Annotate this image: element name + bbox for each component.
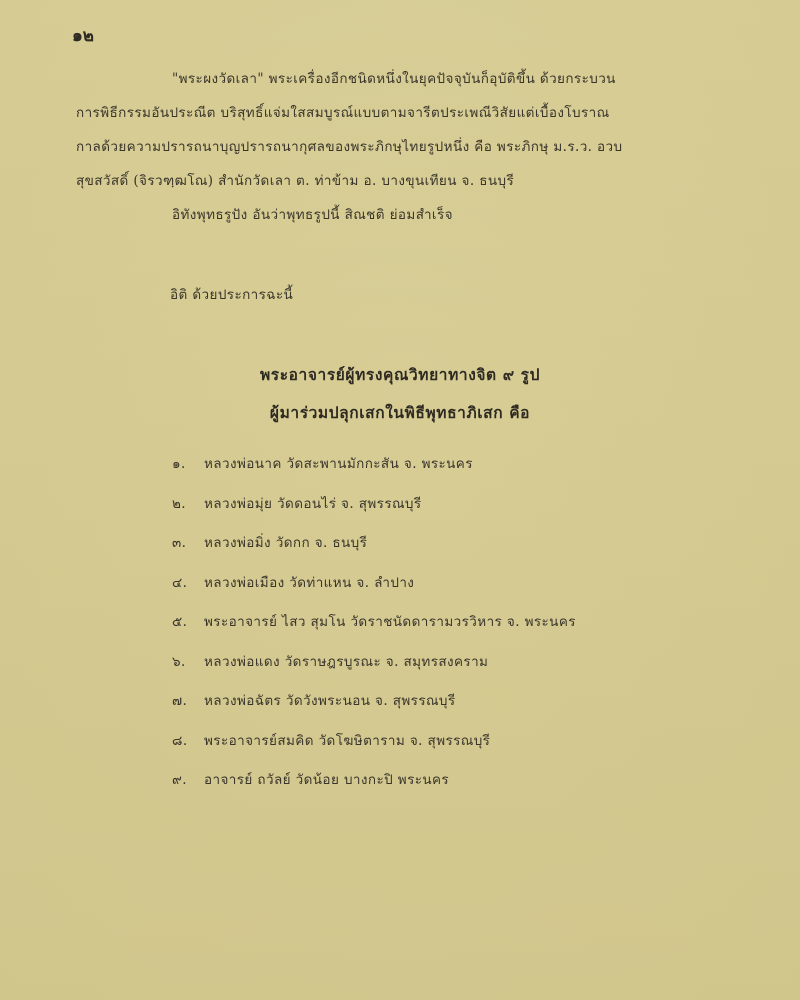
- paragraph-line: อิทังพุทธรูปัง อันว่าพุทธรูปนี้ สิณชติ ย่อมสำเร็จ: [172, 207, 453, 223]
- list-item-text: อาจารย์ ถวัลย์ วัดน้อย บางกะปิ พระนคร: [204, 772, 450, 788]
- paragraph-line: การพิธีกรรมอันประณีต บริสุทธิ์แจ่มใสสมบูรณ์แบบตามจารีตประเพณีวิสัยแต่เบื้องโบราณ: [76, 105, 610, 121]
- list-item: [172, 729, 732, 769]
- list-item: [172, 452, 732, 492]
- list-item: [172, 650, 732, 690]
- page-number: ๑๒: [72, 26, 94, 46]
- list-item-number: ๕.: [172, 614, 188, 630]
- list-item-text: หลวงพ่อมิ่ง วัดกก จ. ธนบุรี: [204, 535, 368, 551]
- master-list: [172, 452, 732, 808]
- list-item-text: หลวงพ่อเมือง วัดท่าแหน จ. ลำปาง: [204, 574, 415, 591]
- list-item-number: ๑.: [172, 456, 186, 472]
- list-item-number: ๗.: [172, 693, 188, 709]
- list-item-number: ๘.: [172, 732, 188, 749]
- list-item-text: พระอาจารย์สมคิด วัดโฆษิตาราม จ. สุพรรณบุรี: [204, 732, 491, 749]
- list-item-text: หลวงพ่อแดง วัดราษฎรบูรณะ จ. สมุทรสงคราม: [204, 653, 489, 670]
- closing-line: อิติ ด้วยประการฉะนี้: [170, 287, 294, 303]
- list-item-number: ๖.: [172, 653, 186, 670]
- list-item: [172, 492, 732, 532]
- list-item-number: ๓.: [172, 535, 187, 551]
- list-item: [172, 531, 732, 571]
- list-item: [172, 610, 732, 650]
- list-item-text: หลวงพ่อฉัตร วัดวังพระนอน จ. สุพรรณบุรี: [204, 693, 456, 709]
- body-paragraph: [76, 62, 746, 232]
- list-item-text: พระอาจารย์ ไสว สุมโน วัดราชนัดดารามวรวิหาร จ. พระนคร: [204, 614, 576, 630]
- paragraph-line: "พระผงวัดเลา" พระเครื่องอีกชนิดหนึ่งในยุคปัจจุบันก็อุบัติขึ้น ด้วยกระบวน: [172, 71, 616, 87]
- list-item: [172, 768, 732, 808]
- list-item-number: ๔.: [172, 574, 188, 591]
- list-item-text: หลวงพ่อนาค วัดสะพานมักกะสัน จ. พระนคร: [204, 456, 473, 472]
- list-item-text: หลวงพ่อมุ่ย วัดดอนไร่ จ. สุพรรณบุรี: [204, 495, 422, 512]
- section-subheading: ผู้มาร่วมปลุกเสกในพิธีพุทธาภิเสก คือ: [269, 403, 531, 422]
- list-item-number: ๙.: [172, 772, 187, 788]
- paragraph-line: สุขสวัสดิ์ (จิรวฑฺฒโณ) สำนักวัดเลา ต. ท่าข้าม อ. บางขุนเทียน จ. ธนบุรี: [76, 173, 515, 189]
- list-item: [172, 689, 732, 729]
- list-item: [172, 571, 732, 611]
- paragraph-line: กาลด้วยความปรารถนาบุญปรารถนากุศลของพระภิกษุไทยรูปหนึ่ง คือ พระภิกษุ ม.ร.ว. อวบ: [76, 139, 623, 155]
- section-heading: พระอาจารย์ผู้ทรงคุณวิทยาทางจิต ๙ รูป: [259, 365, 541, 384]
- list-item-number: ๒.: [172, 495, 186, 512]
